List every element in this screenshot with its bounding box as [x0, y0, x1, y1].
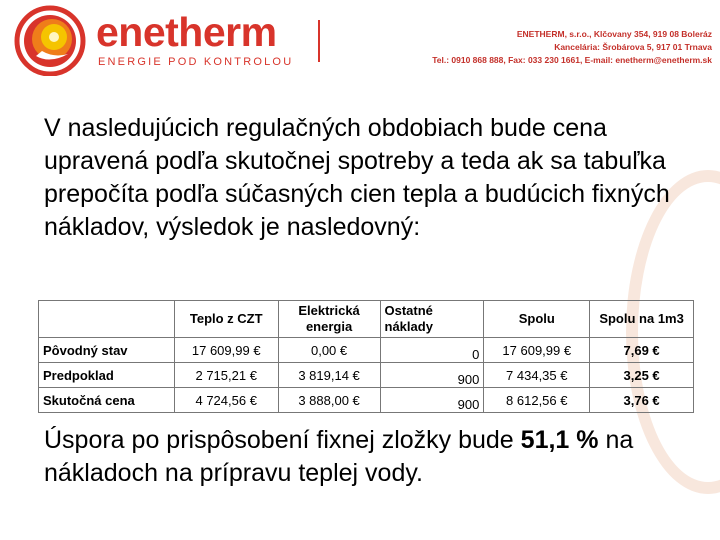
- table-header-cell: Teplo z CZT: [174, 301, 278, 338]
- contact-phone-email: Tel.: 0910 868 888, Fax: 033 230 1661, E-mail: enetherm@enetherm.sk: [432, 55, 712, 65]
- table-cell: 17 609,99 €: [484, 338, 590, 363]
- row-label: Pôvodný stav: [39, 338, 175, 363]
- table-cell: 8 612,56 €: [484, 388, 590, 413]
- company-contact: [432, 28, 712, 67]
- table-cell: 900: [380, 388, 484, 413]
- cost-table-container: [38, 300, 694, 410]
- table-cell: 2 715,21 €: [174, 363, 278, 388]
- brand-name: enetherm: [96, 9, 277, 55]
- table-row: [39, 338, 694, 363]
- enetherm-logo-icon: [14, 4, 90, 76]
- table-cell: 3 888,00 €: [278, 388, 380, 413]
- table-header-cell: Spolu na 1m3: [590, 301, 694, 338]
- table-cell: 3,25 €: [590, 363, 694, 388]
- table-header-row: [39, 301, 694, 338]
- table-cell: 4 724,56 €: [174, 388, 278, 413]
- table-cell: 3 819,14 €: [278, 363, 380, 388]
- savings-percentage: 51,1 %: [520, 426, 599, 454]
- table-cell: 7 434,35 €: [484, 363, 590, 388]
- company-logo: [14, 4, 314, 76]
- table-row: [39, 363, 694, 388]
- table-cell: 7,69 €: [590, 338, 694, 363]
- table-header-cell: [39, 301, 175, 338]
- table-cell: 3,76 €: [590, 388, 694, 413]
- cost-table: [38, 300, 694, 413]
- row-label: Predpoklad: [39, 363, 175, 388]
- header-divider: [318, 20, 320, 62]
- table-header-cell: Elektrická energia: [278, 301, 380, 338]
- savings-text-prefix: Úspora po prispôsobení fixnej zložky bude: [44, 426, 521, 454]
- table-row: [39, 388, 694, 413]
- table-cell: 0: [380, 338, 484, 363]
- table-cell: 17 609,99 €: [174, 338, 278, 363]
- brand-tagline: ENERGIE POD KONTROLOU: [98, 56, 294, 68]
- row-label: Skutočná cena: [39, 388, 175, 413]
- contact-address: ENETHERM, s.r.o., Klčovany 354, 919 08 Boleráz: [516, 29, 712, 39]
- savings-paragraph: [44, 424, 704, 490]
- intro-paragraph: V nasledujúcich regulačných obdobiach bude cena upravená podľa skutočnej spotreby a teda ak sa tabuľka prepočíta podľa súčasných cien tepla a budúcich fixných nákladov, výsledok je nasledovný:: [44, 114, 670, 241]
- table-cell: 900: [380, 363, 484, 388]
- savings-text-suffix: na nákladoch na prípravu teplej vody.: [44, 426, 634, 487]
- contact-office: Kancelária: Šrobárova 5, 917 01 Trnava: [554, 42, 712, 52]
- table-header-cell: Ostatné náklady: [380, 301, 484, 338]
- table-header-cell: Spolu: [484, 301, 590, 338]
- table-cell: 0,00 €: [278, 338, 380, 363]
